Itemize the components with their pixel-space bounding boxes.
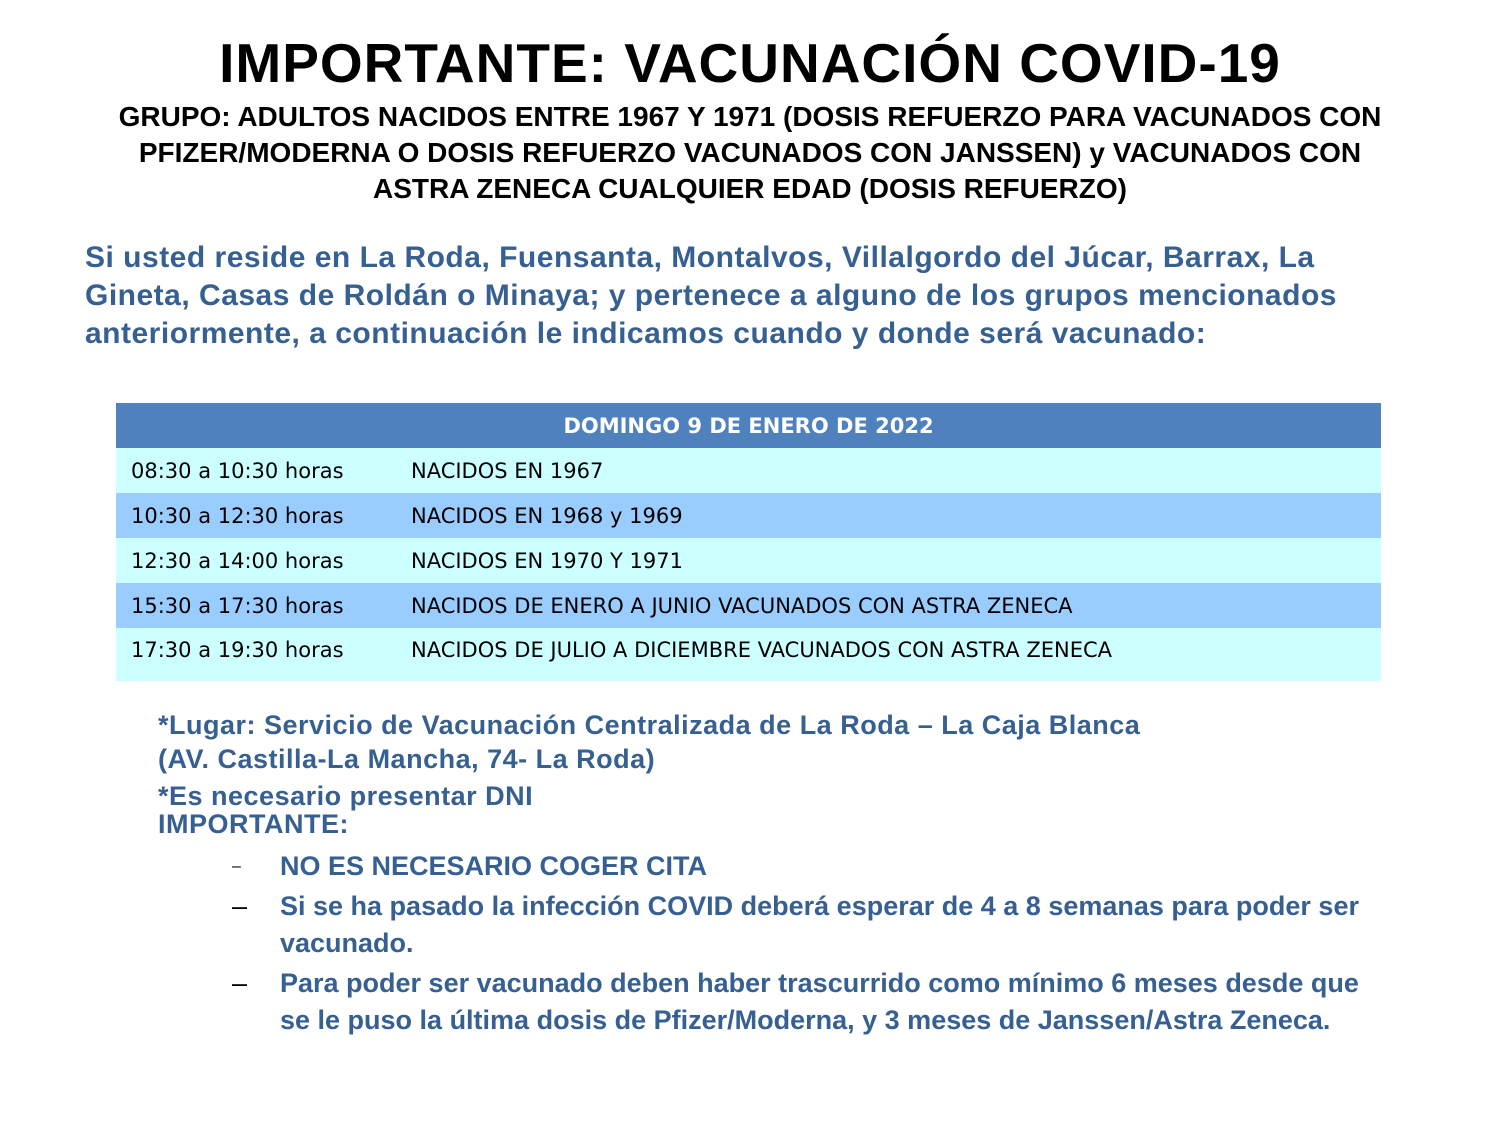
schedule-group: NACIDOS EN 1967 <box>411 458 604 483</box>
schedule-time: 17:30 a 19:30 horas <box>131 638 344 662</box>
location-line: *Lugar: Servicio de Vacunación Centralizada de La Roda – La Caja Blanca <box>158 710 1141 740</box>
bullet-item <box>232 965 1382 1039</box>
schedule-group: NACIDOS EN 1970 Y 1971 <box>411 548 683 573</box>
dash-bullet-icon: – <box>232 858 241 875</box>
schedule-row <box>116 448 1381 493</box>
target-group-subtitle: GRUPO: ADULTOS NACIDOS ENTRE 1967 Y 1971 (DOSIS REFUERZO PARA VACUNADOS CON PFIZER/MODERNA O DOSIS REFUERZO VACUNADOS CON JANSSEN) y VACUNADOS CON ASTRA ZENECA CUALQUIER EDAD (DOSIS REFUERZO) <box>118 101 1382 204</box>
schedule-row <box>116 628 1381 681</box>
schedule-group: NACIDOS DE JULIO A DICIEMBRE VACUNADOS CON ASTRA ZENECA <box>411 638 1113 662</box>
schedule-row <box>116 583 1381 628</box>
dash-bullet-icon: – <box>232 891 248 921</box>
dash-bullet-icon: – <box>232 968 248 998</box>
schedule-group: NACIDOS EN 1968 y 1969 <box>411 503 683 528</box>
address-line: (AV. Castilla-La Mancha, 74- La Roda) <box>158 744 656 774</box>
bullet-text: Para poder ser vacunado deben haber trascurrido como mínimo 6 meses desde que se le puso la última dosis de Pfizer/Moderna, y 3 meses de Janssen/Astra Zeneca. <box>280 968 1359 1035</box>
bullet-item <box>232 848 1382 885</box>
schedule-time: 12:30 a 14:00 horas <box>131 548 344 573</box>
important-heading: IMPORTANTE: <box>158 809 349 839</box>
schedule-time: 10:30 a 12:30 horas <box>131 503 344 528</box>
schedule-row <box>116 538 1381 583</box>
bullet-item <box>232 888 1382 962</box>
dni-requirement: *Es necesario presentar DNI <box>158 781 534 811</box>
schedule-group: NACIDOS DE ENERO A JUNIO VACUNADOS CON ASTRA ZENECA <box>411 593 1073 618</box>
page-title: IMPORTANTE: VACUNACIÓN COVID-19 <box>219 32 1281 94</box>
schedule-time: 08:30 a 10:30 horas <box>131 458 344 483</box>
vaccination-schedule-table <box>116 403 1381 681</box>
important-bullet-list <box>232 848 1382 1042</box>
intro-paragraph: Si usted reside en La Roda, Fuensanta, Montalvos, Villalgordo del Júcar, Barrax, La Gineta, Casas de Roldán o Minaya; y pertenece a alguno de los grupos mencionados anteriormente, a continuación le indicamos cuando y donde será vacunado: <box>85 241 1337 350</box>
notes-section <box>158 708 1378 838</box>
bullet-text: NO ES NECESARIO COGER CITA <box>280 851 708 881</box>
bullet-text: Si se ha pasado la infección COVID deberá esperar de 4 a 8 semanas para poder ser vacunado. <box>280 891 1359 958</box>
schedule-row <box>116 493 1381 538</box>
schedule-time: 15:30 a 17:30 horas <box>131 593 344 618</box>
schedule-date-header: DOMINGO 9 DE ENERO DE 2022 <box>116 403 1381 448</box>
